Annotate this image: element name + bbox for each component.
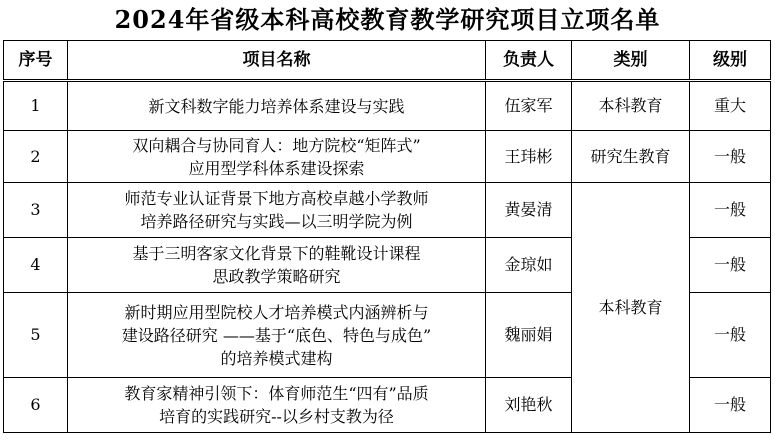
row-no: 3 <box>4 183 68 238</box>
project-name-line: 双向耦合与协同育人：地方院校“矩阵式” <box>132 135 421 155</box>
row-level: 一般 <box>690 183 771 238</box>
header-leader: 负责人 <box>486 41 572 81</box>
row-leader: 伍家军 <box>486 81 572 131</box>
header-category: 类别 <box>572 41 690 81</box>
row-level: 一般 <box>690 131 771 183</box>
project-name-line: 基于三明客家文化背景下的鞋靴设计课程 <box>132 244 421 263</box>
project-name-line: 教育家精神引领下：体育师范生“四有”品质 <box>124 384 429 403</box>
row-leader: 黄晏清 <box>486 183 572 238</box>
row-project-name <box>68 183 486 238</box>
row-project-name <box>68 238 486 293</box>
header-name: 项目名称 <box>68 41 486 81</box>
header-level: 级别 <box>690 41 771 81</box>
project-name-line: 师范专业认证背景下地方高校卓越小学教师 <box>124 189 429 208</box>
row-level: 一般 <box>690 238 771 293</box>
row-no: 5 <box>4 293 68 378</box>
row-category: 研究生教育 <box>572 131 690 183</box>
row-level: 一般 <box>690 378 771 433</box>
page-title: 2024年省级本科高校教育教学研究项目立项名单 <box>114 5 661 34</box>
row-no: 1 <box>4 81 68 131</box>
table-header-row <box>4 41 771 81</box>
header-no: 序号 <box>4 41 68 81</box>
project-table <box>3 40 771 433</box>
project-name-line: 的培养模式建构 <box>220 348 333 368</box>
table-row <box>4 131 771 183</box>
project-name-line: 培育的实践研究--以乡村支教为径 <box>159 407 394 426</box>
project-name-line: 培养路径研究与实践—以三明学院为例 <box>140 212 413 231</box>
row-level: 重大 <box>690 81 771 131</box>
row-project-name <box>68 293 486 378</box>
row-leader: 金琼如 <box>486 238 572 293</box>
project-name-line: 建设路径研究 ——基于“底色、特色与成色” <box>121 325 432 345</box>
row-no: 4 <box>4 238 68 293</box>
project-name-line: 新文科数字能力培养体系建设与实践 <box>148 96 405 116</box>
row-leader: 魏丽娟 <box>486 293 572 378</box>
project-name-line: 思政教学策略研究 <box>212 267 341 286</box>
row-project-name <box>68 378 486 433</box>
row-no: 6 <box>4 378 68 433</box>
table-row <box>4 81 771 131</box>
row-level: 一般 <box>690 293 771 378</box>
project-name-line: 新时期应用型院校人才培养模式内涵辨析与 <box>124 302 429 322</box>
row-leader: 王玮彬 <box>486 131 572 183</box>
row-project-name <box>68 81 486 131</box>
project-name-line: 应用型学科体系建设探索 <box>188 158 365 178</box>
row-leader: 刘艳秋 <box>486 378 572 433</box>
row-project-name <box>68 131 486 183</box>
row-no: 2 <box>4 131 68 183</box>
table-row <box>4 183 771 238</box>
row-category-merged: 本科教育 <box>572 183 690 433</box>
row-category: 本科教育 <box>572 81 690 131</box>
